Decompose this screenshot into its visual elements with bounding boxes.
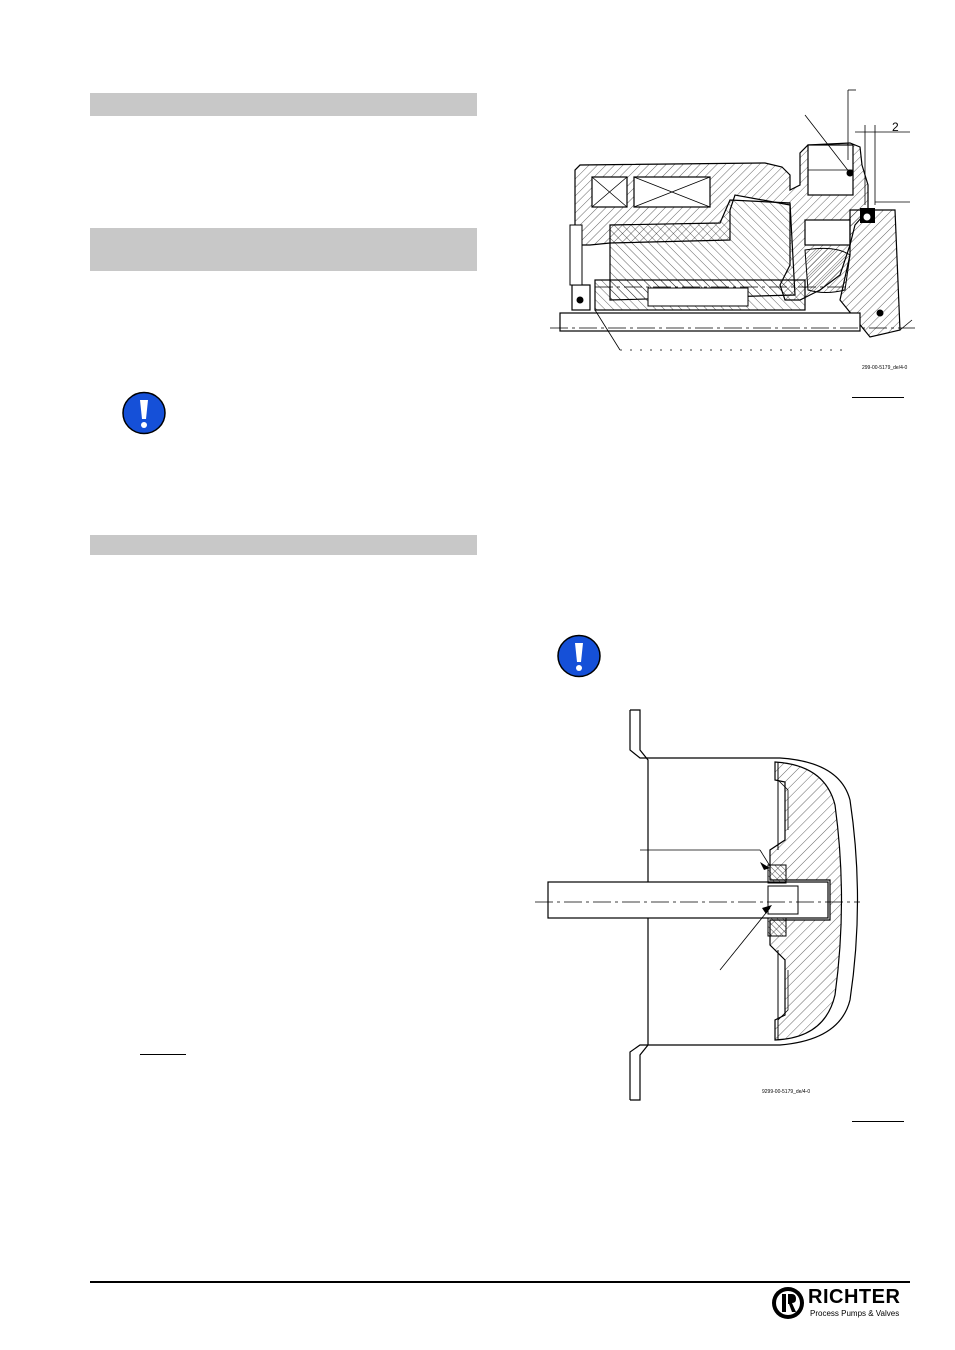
- dimension-label: 2: [892, 120, 899, 134]
- brand-name: RICHTER: [808, 1286, 901, 1308]
- brand-logo-icon: [770, 1285, 806, 1321]
- figure-reference-underline-top: [852, 397, 904, 398]
- figure-reference-underline-bottom: [852, 1121, 904, 1122]
- brand-logo: [770, 1284, 910, 1322]
- warning-icon: [121, 391, 167, 435]
- figure-reference-underline: [140, 1054, 186, 1055]
- sectional-drawing-bottom: [530, 700, 920, 1110]
- sectional-drawing-top: [550, 85, 920, 385]
- warning-icon: [556, 634, 602, 678]
- section-header-bar-1: [90, 93, 477, 116]
- footer-rule: [90, 1281, 910, 1283]
- drawing-number-top: 299-00-5179_de/4-0: [862, 365, 908, 371]
- section-header-bar-3: [90, 535, 477, 555]
- section-header-bar-2: [90, 228, 477, 271]
- brand-tagline: Process Pumps & Valves: [810, 1309, 900, 1318]
- drawing-number-bottom: 9299-00-5179_de/4-0: [762, 1089, 811, 1095]
